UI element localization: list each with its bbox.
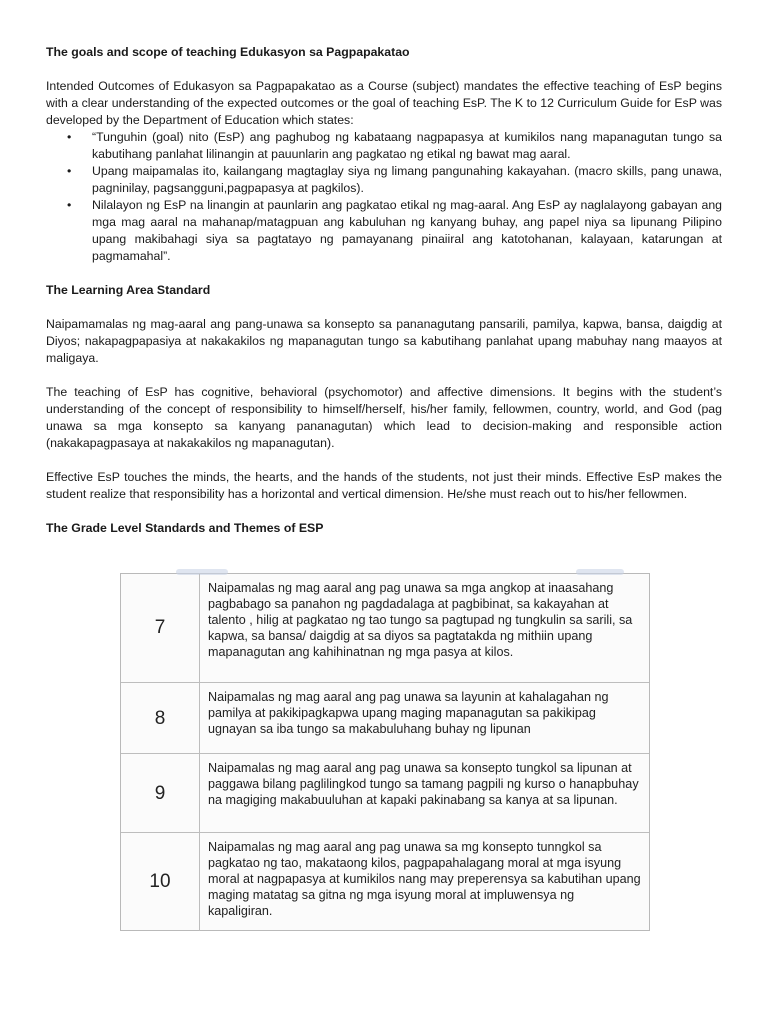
grade-standard-text: Naipamalas ng mag aaral ang pag unawa sa mga angkop at inaasahang pagbabago sa panahon ng pagdadalaga at pagbibinat, sa kakayahan at talento , hilig at pagkatao ng tao tungo sa pagtupad ng tungkulin sa sarili, sa kapwa, sa bansa/ daigdig at sa diyos sa pagtatakda ng mithiin upang mapanagutan ang kahihinatnan ng mga pasya at kilos. [208,581,633,659]
grade-standard-text: Naipamalas ng mag aaral ang pag unawa sa konsepto tungkol sa lipunan at paggawa bilang paglilingkod tungo sa tamang pagpili ng kurso o hanapbuhay na magiging makabuuluhan at kapaki pakinabang sa kanya at sa lipunan. [208,761,639,807]
document-body [46,44,722,537]
grade-standards-table [120,573,650,931]
bullet-item: • Nilalayon ng EsP na linangin at paunlarin ang pagkatao etikal ng mag-aaral. Ang EsP ay naglalayong gabayan ang mga mag aaral na mahanap/matagpuan ang kabuluhan ng kanyang buhay, ang papel niya sa lipunang Pilipino upang makibahagi siya sa pagtatayo ng pamayanang pinaiiral ang katotohanan, kalayaan, katarungan at pagmamahal”. [92,197,722,265]
intro-paragraph: Intended Outcomes of Edukasyon sa Pagpapakatao as a Course (subject) mandates the effective teaching of EsP begins with a clear understanding of the expected outcomes or the goal of teaching EsP. The K to 12 Curriculum Guide for EsP was developed by the Department of Education which states: [46,79,722,127]
table-row [121,753,649,833]
teaching-dimensions-paragraph: The teaching of EsP has cognitive, behavioral (psychomotor) and affective dimensions. It begins with the student’s understanding of the concept of responsibility to himself/herself, his/her family, fellowmen, country, world, and God (pag unawa sa mga konsepto sa kanyang pananagutan) which lead to decision-making and responsible action (nakakapagpasaya at nakakakilos ng mapanagutan). [46,385,722,450]
bullet-item: • “Tunguhin (goal) nito (EsP) ang paghubog ng kabataang nagpapasya at kumikilos nang mapanagutan tungo sa kabutihang panlahat lilinangin at pauunlarin ang pagkatao ng etikal ng bawat mag aaral. [92,129,722,163]
learning-area-standard-paragraph: Naipamamalas ng mag-aaral ang pang-unawa sa konsepto sa pananagutang pansarili, pamilya, kapwa, bansa, daigdig at Diyos; nakapagpapasiya at nakakakilos ng mapanagutan tungo sa kabutihang panlahat upang mabuhay nang maayos at maligaya. [46,317,722,365]
section-heading-learning-area: The Learning Area Standard [46,283,211,297]
grade-number: 7 [121,574,200,682]
section-heading-grade-standards: The Grade Level Standards and Themes of ESP [46,521,324,535]
section-heading-goals: The goals and scope of teaching Edukasyon sa Pagpapakatao [46,45,410,59]
grade-standard-text: Naipamalas ng mag aaral ang pag unawa sa layunin at kahalagahan ng pamilya at pakikipagkapwa upang maging mapanagutan sa pakikipag ugnayan sa iba tungo sa makabuluhang buhay ng lipunan [208,690,609,736]
effective-esp-paragraph: Effective EsP touches the minds, the hearts, and the hands of the students, not just their minds. Effective EsP makes the student realize that responsibility has a horizontal and vertical dimension. He/she must reach out to his/her fellowmen. [46,470,722,501]
table-row [121,832,649,931]
grade-standard-text: Naipamalas ng mag aaral ang pag unawa sa mg konsepto tunngkol sa pagkatao ng tao, makataong kilos, pagpapahalagang moral at mga isyung moral at nagpapasya at kumikilos nang may preperensya sa kabutihan upang maging matatag sa gitna ng mga isyung moral at impluwensya ng kapaligiran. [208,840,641,918]
grade-number: 9 [121,754,200,833]
grade-number: 10 [121,833,200,931]
table-row [121,574,649,682]
grade-number: 8 [121,683,200,754]
goals-bullet-list [46,129,722,265]
bullet-item: • Upang maipamalas ito, kailangang magtaglay siya ng limang pangunahing kakayahan. (macro skills, pang unawa, pagninilay, pagsangguni,pagpapasya at pagkilos). [92,163,722,197]
table-row [121,682,649,754]
